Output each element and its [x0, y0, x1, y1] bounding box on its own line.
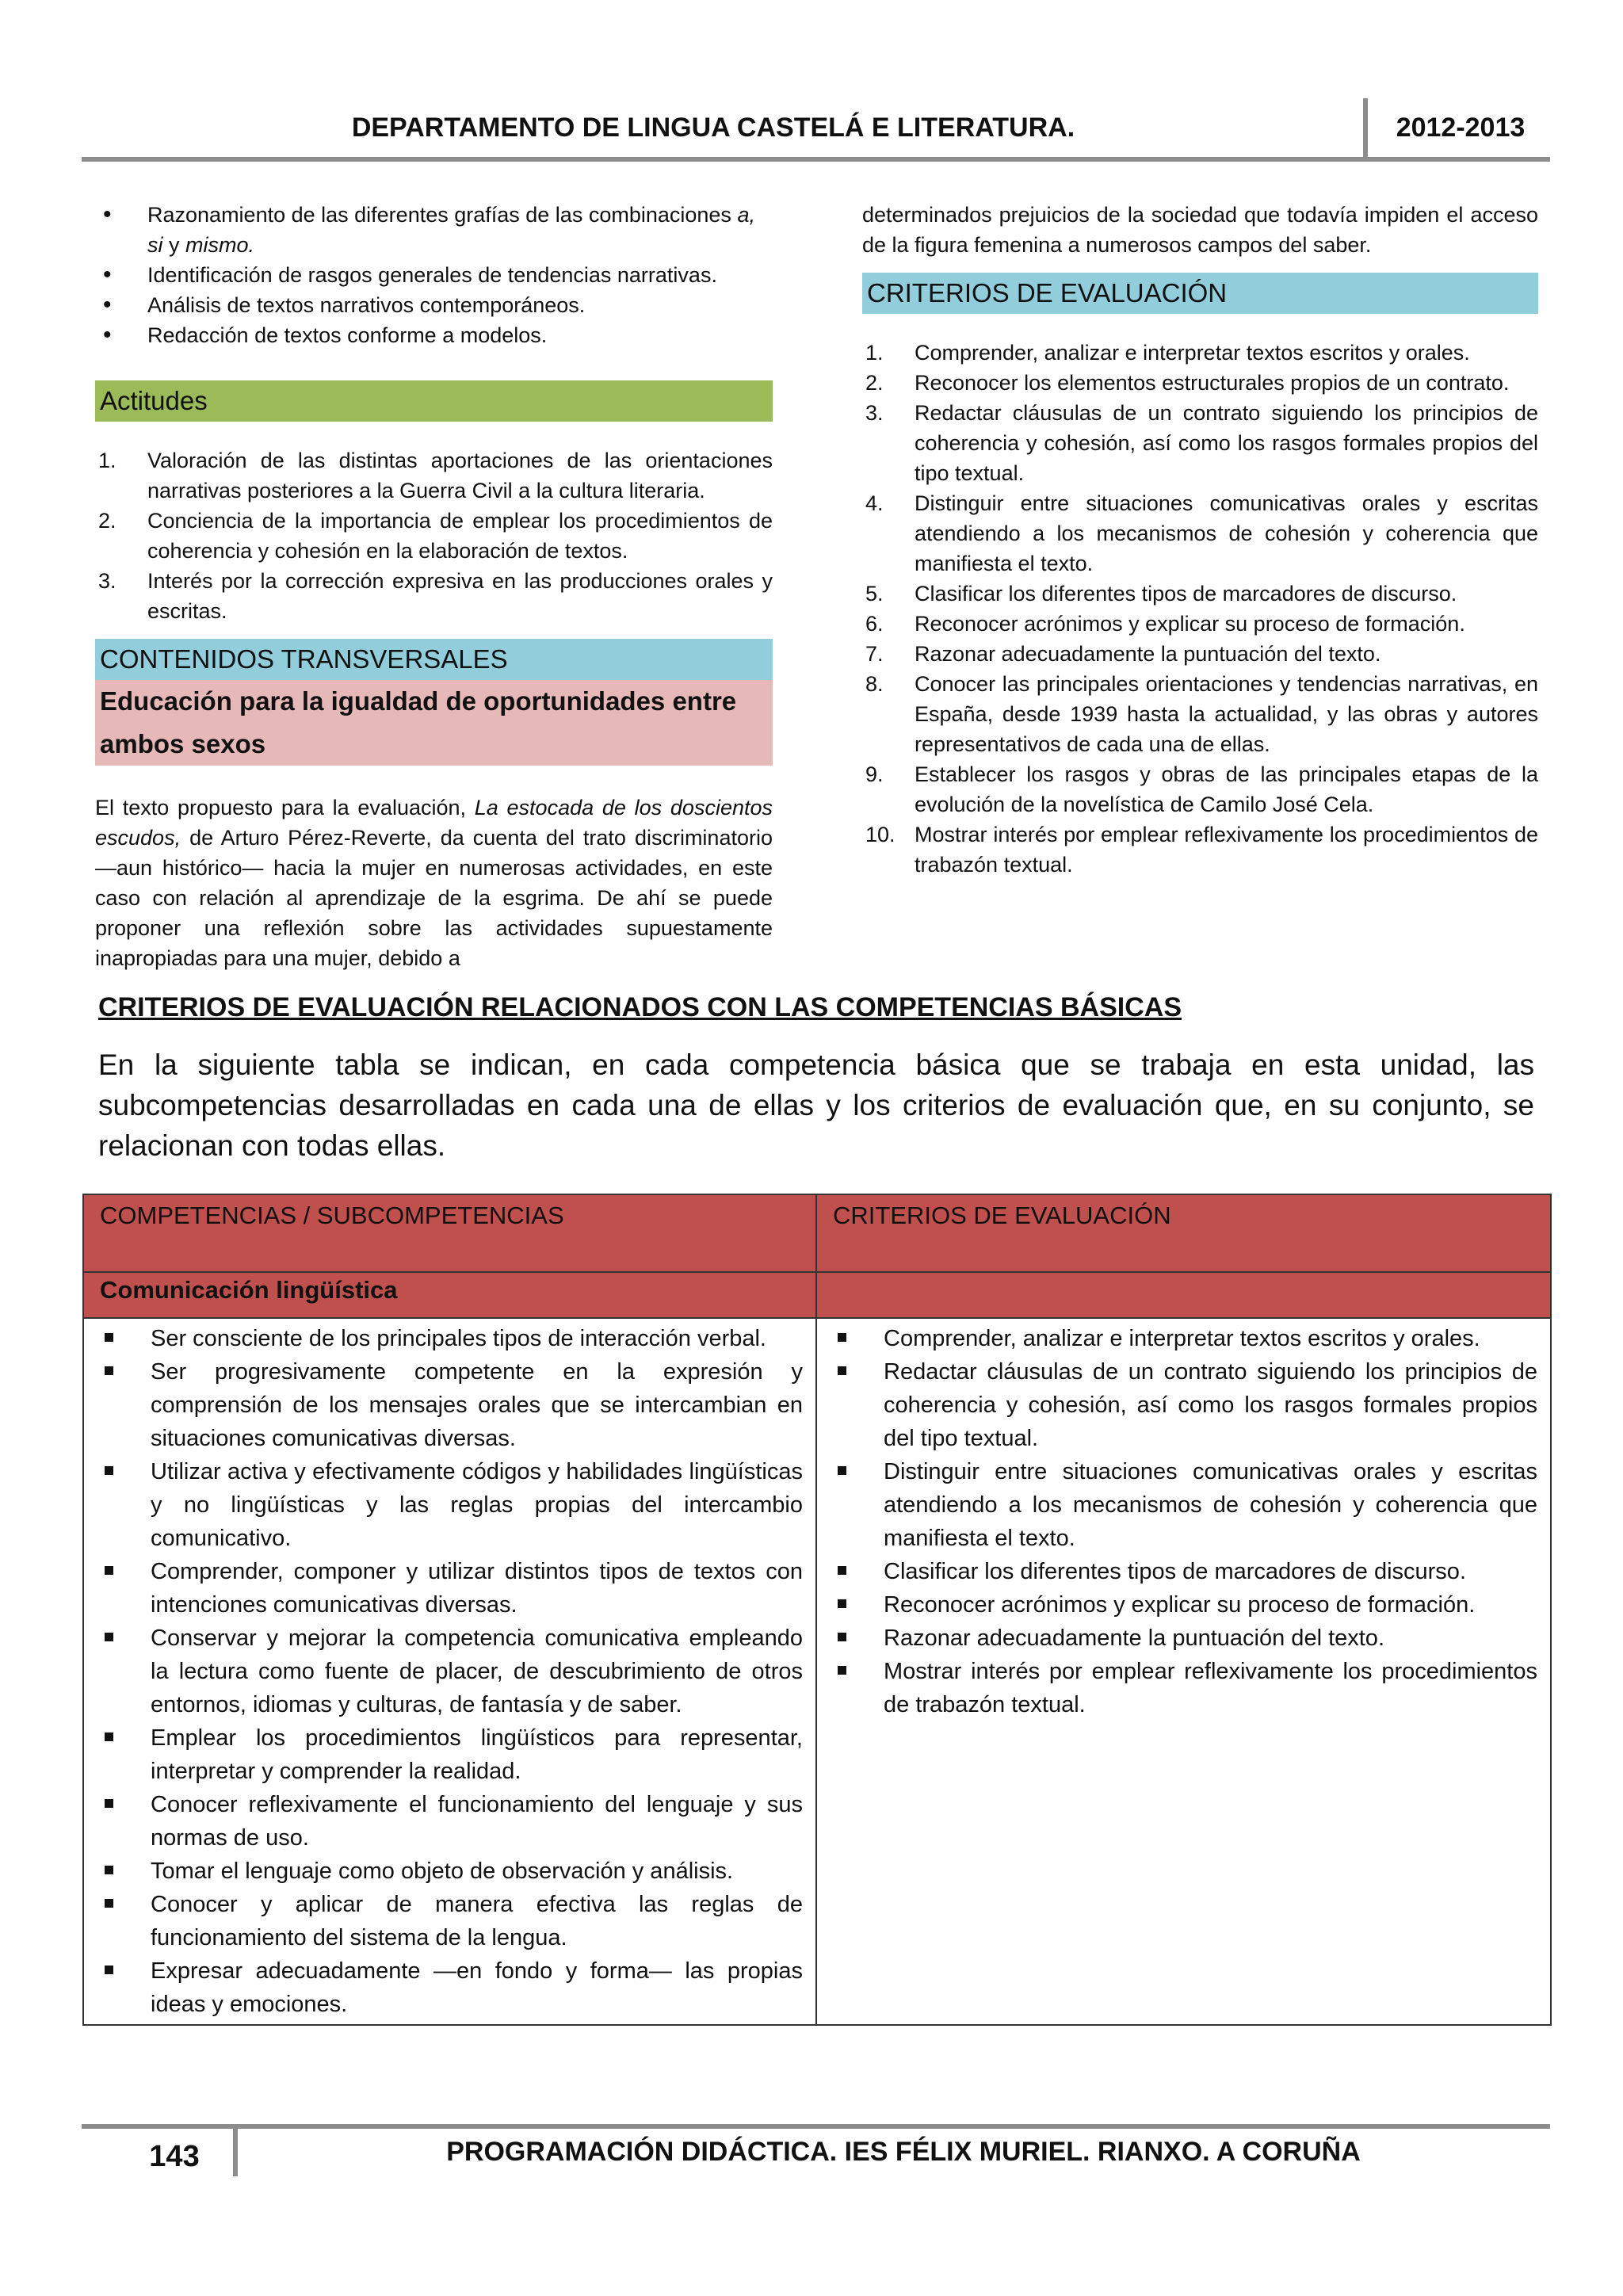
list-item: Conocer reflexivamente el funcionamiento del lenguaje y sus normas de uso. — [90, 1788, 803, 1855]
list-item: 6. Reconocer acrónimos y explicar su proceso de formación. — [865, 612, 1465, 636]
competencias-cell — [83, 1318, 816, 2025]
list-item: 7. Razonar adecuadamente la puntuación del texto. — [865, 642, 1381, 666]
list-item: Ser progresivamente competente en la expresión y comprensión de los mensajes orales que se intercambian en situaciones comunicativas diversas. — [90, 1355, 803, 1455]
list-item: 3. Redactar cláusulas de un contrato siguiendo los principios de coherencia y cohesión, así como los rasgos formales propios del tipo textual. — [865, 401, 1538, 485]
list-item: 1. Comprender, analizar e interpretar textos escritos y orales. — [865, 341, 1470, 365]
list-item: Tomar el lenguaje como objeto de observación y análisis. — [90, 1855, 803, 1888]
table-header-row — [83, 1194, 1551, 1272]
competencias-table — [82, 1194, 1552, 2026]
group-empty-cell — [816, 1272, 1551, 1318]
right-paragraph: determinados prejuicios de la sociedad que todavía impiden el acceso de la figura femenina a numerosos campos del saber. — [862, 203, 1538, 257]
header-title: DEPARTAMENTO DE LINGUA CASTELÁ E LITERATURA. — [351, 113, 1075, 143]
list-item: 2. Conciencia de la importancia de emplear los procedimientos de coherencia y cohesión en la elaboración de textos. — [98, 509, 773, 563]
list-item: Reconocer acrónimos y explicar su proceso de formación. — [823, 1588, 1537, 1622]
table-group-row — [83, 1272, 1551, 1318]
list-item: 3. Interés por la corrección expresiva en las producciones orales y escritas. — [98, 569, 773, 623]
group-label: Comunicación lingüística — [83, 1272, 816, 1318]
actitudes-heading: Actitudes — [95, 380, 773, 422]
list-item: • Identificación de rasgos generales de tendencias narrativas. — [95, 260, 773, 290]
column-header-criterios: CRITERIOS DE EVALUACIÓN — [816, 1194, 1551, 1272]
list-item: Ser consciente de los principales tipos de interacción verbal. — [90, 1322, 803, 1355]
list-item: 8. Conocer las principales orientaciones y tendencias narrativas, en España, desde 1939 hasta la actualidad, y las obras y autores representativos de cada una de ellas. — [865, 672, 1538, 756]
list-item: 10. Mostrar interés por emplear reflexivamente los procedimientos de trabazón textual. — [865, 823, 1538, 877]
list-item: 9. Establecer los rasgos y obras de las principales etapas de la evolución de la novelística de Camilo José Cela. — [865, 762, 1538, 816]
list-item: Distinguir entre situaciones comunicativas orales y escritas atendiendo a los mecanismos de cohesión y coherencia que manifiesta el texto. — [823, 1455, 1537, 1555]
contents-bullet-list — [95, 200, 773, 350]
list-item: • Razonamiento de las diferentes grafías de las combinaciones a, si y mismo. — [95, 200, 773, 260]
list-item: • Análisis de textos narrativos contemporáneos. — [95, 290, 773, 320]
list-item: Razonar adecuadamente la puntuación del texto. — [823, 1622, 1537, 1655]
section-intro: En la siguiente tabla se indican, en cada competencia básica que se trabaja en esta unidad, las subcompetencias desarrolladas en cada una de ellas y los criterios de evaluación que, en su conjunto, se relacionan con todas ellas. — [98, 1049, 1534, 1162]
table-criterios-list — [823, 1322, 1537, 1721]
section-title: CRITERIOS DE EVALUACIÓN RELACIONADOS CON LAS COMPETENCIAS BÁSICAS — [98, 992, 1182, 1022]
footer-text: PROGRAMACIÓN DIDÁCTICA. IES FÉLIX MURIEL. RIANXO. A CORUÑA — [446, 2137, 1361, 2167]
list-item: 4. Distinguir entre situaciones comunicativas orales y escritas atendiendo a los mecanismos de cohesión y coherencia que manifiesta el texto. — [865, 491, 1538, 575]
column-header-competencias: COMPETENCIAS / SUBCOMPETENCIAS — [83, 1194, 816, 1272]
criterios-heading: CRITERIOS DE EVALUACIÓN — [862, 273, 1538, 314]
transversales-heading: CONTENIDOS TRANSVERSALES — [95, 639, 773, 680]
header-rule — [82, 157, 1550, 162]
igualdad-heading: Educación para la igualdad de oportunidades entre ambos sexos — [95, 680, 773, 766]
right-column — [862, 200, 1538, 880]
page-number: 143 — [149, 2140, 200, 2173]
list-item: Mostrar interés por emplear reflexivamente los procedimientos de trabazón textual. — [823, 1655, 1537, 1721]
list-item: Redactar cláusulas de un contrato siguiendo los principios de coherencia y cohesión, así como los rasgos formales propios del tipo textual. — [823, 1355, 1537, 1455]
list-item: Emplear los procedimientos lingüísticos para representar, interpretar y comprender la realidad. — [90, 1721, 803, 1788]
criterios-list — [862, 338, 1538, 880]
competencias-list — [90, 1322, 803, 2021]
header-separator — [1363, 98, 1368, 162]
list-item: Conocer y aplicar de manera efectiva las reglas de funcionamiento del sistema de la lengua. — [90, 1888, 803, 1954]
table-row — [83, 1318, 1551, 2025]
igualdad-paragraph: El texto propuesto para la evaluación, La estocada de los doscientos escudos, de Arturo Pérez-Reverte, da cuenta del trato discriminatorio —aun histórico— hacia la mujer en numerosas actividades, en este caso con relación al aprendizaje de la esgrima. De ahí se puede proponer una reflexión sobre las actividades supuestamente inapropiadas para una mujer, debido a — [95, 796, 773, 970]
header-year: 2012-2013 — [1396, 113, 1526, 143]
footer-rule — [82, 2124, 1550, 2129]
list-item: • Redacción de textos conforme a modelos. — [95, 320, 773, 350]
list-item: Clasificar los diferentes tipos de marcadores de discurso. — [823, 1555, 1537, 1588]
list-item: Expresar adecuadamente —en fondo y forma— las propias ideas y emociones. — [90, 1954, 803, 2021]
list-item: Comprender, analizar e interpretar textos escritos y orales. — [823, 1322, 1537, 1355]
actitudes-list — [95, 445, 773, 626]
list-item: 5. Clasificar los diferentes tipos de marcadores de discurso. — [865, 582, 1457, 606]
list-item: Utilizar activa y efectivamente códigos y habilidades lingüísticas y no lingüísticas y las reglas propias del intercambio comunicativo. — [90, 1455, 803, 1555]
criterios-cell — [816, 1318, 1551, 2025]
list-item: Comprender, componer y utilizar distintos tipos de textos con intenciones comunicativas diversas. — [90, 1555, 803, 1622]
list-item: 1. Valoración de las distintas aportaciones de las orientaciones narrativas posteriores a la Guerra Civil a la cultura literaria. — [98, 449, 773, 502]
footer-separator — [233, 2124, 238, 2176]
list-item: Conservar y mejorar la competencia comunicativa empleando la lectura como fuente de placer, de descubrimiento de otros entornos, idiomas y culturas, de fantasía y de saber. — [90, 1622, 803, 1721]
left-column — [95, 200, 773, 973]
list-item: 2. Reconocer los elementos estructurales propios de un contrato. — [865, 371, 1510, 395]
